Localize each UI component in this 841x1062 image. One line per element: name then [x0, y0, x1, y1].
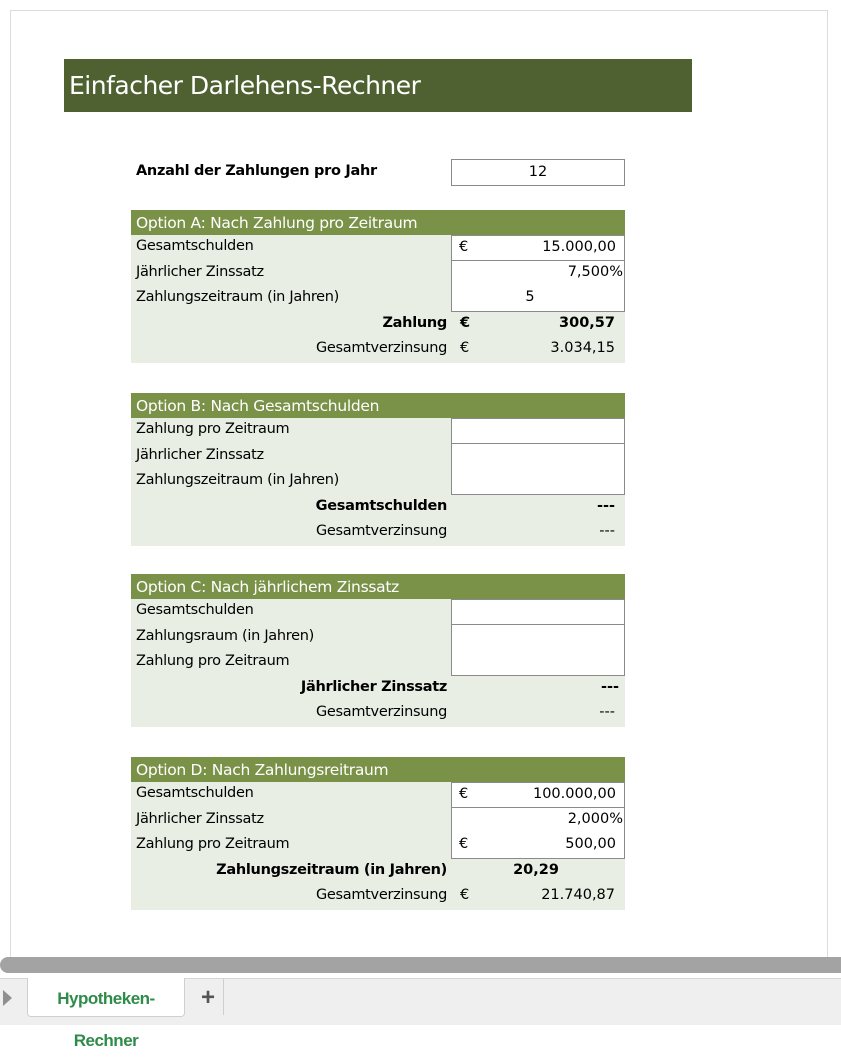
option-d-row-interest-rate	[131, 808, 625, 834]
result-label: Zahlungszeitraum (in Jahren)	[216, 861, 447, 878]
total-interest-result: 21.740,87	[541, 887, 615, 903]
option-c-row-term	[131, 625, 625, 651]
option-c-row-interest-rate	[131, 676, 625, 702]
row-label: Jährlicher Zinssatz	[136, 446, 264, 463]
option-b-row-total-interest	[131, 520, 625, 546]
row-label: Zahlungszeitraum (in Jahren)	[136, 472, 340, 488]
term-input[interactable]	[451, 469, 625, 495]
row-label: Zahlungszeitraum (in Jahren)	[136, 289, 340, 305]
option-c-header: Option C: Nach jährlichem Zinssatz	[131, 574, 625, 599]
total-interest-result: 3.034,15	[550, 340, 615, 356]
row-label: Gesamtschulden	[136, 238, 254, 254]
total-interest-result: ---	[599, 704, 615, 720]
term-input[interactable]	[451, 625, 625, 651]
option-c-row-payment	[131, 650, 625, 676]
input-value: 100.000,00	[532, 786, 616, 802]
option-b-row-term	[131, 469, 625, 495]
total-interest-result: ---	[599, 523, 615, 539]
total-debt-input[interactable]	[451, 235, 625, 261]
tab-divider	[223, 979, 224, 1015]
option-a-row-payment	[131, 312, 625, 338]
play-arrow-icon[interactable]	[3, 990, 12, 1006]
input-value: 5	[525, 289, 535, 305]
option-d-row-total-interest	[131, 884, 625, 910]
payment-per-period-input[interactable]	[451, 833, 625, 859]
interest-rate-input[interactable]	[451, 261, 625, 287]
currency-symbol: €	[459, 786, 469, 802]
option-d-row-term	[131, 859, 625, 885]
page-title: Einfacher Darlehens-Rechner	[64, 59, 692, 112]
row-label: Zahlungsraum (in Jahren)	[136, 627, 314, 644]
total-debt-input[interactable]	[451, 782, 625, 808]
option-b-header: Option B: Nach Gesamtschulden	[131, 393, 625, 418]
option-a-row-total-interest	[131, 337, 625, 363]
row-label: Jährlicher Zinssatz	[136, 263, 264, 280]
option-b-row-total-debt	[131, 495, 625, 521]
payment-per-period-input[interactable]	[451, 650, 625, 676]
interest-label: Gesamtverzinsung	[315, 704, 447, 720]
interest-rate-input[interactable]	[451, 808, 625, 834]
currency-symbol: €	[460, 340, 470, 356]
total-debt-result: ---	[596, 497, 615, 514]
row-label: Zahlung pro Zeitraum	[136, 836, 290, 852]
option-a-row-total-debt	[131, 235, 625, 261]
interest-rate-result: ---	[600, 678, 619, 695]
currency-symbol: €	[460, 887, 470, 903]
input-value: 15.000,00	[542, 239, 616, 255]
interest-label: Gesamtverzinsung	[315, 340, 447, 356]
payment-per-period-input[interactable]	[451, 418, 625, 444]
input-value: 7,500%	[567, 263, 623, 280]
sheet-tab-bar	[0, 978, 841, 1050]
option-a-row-interest-rate	[131, 261, 625, 287]
term-input[interactable]	[451, 286, 625, 312]
interest-label: Gesamtverzinsung	[315, 523, 447, 539]
row-label: Gesamtschulden	[136, 785, 254, 801]
option-b-section	[131, 393, 625, 546]
interest-rate-input[interactable]	[451, 444, 625, 470]
payments-per-year-input[interactable]: 12	[451, 159, 625, 186]
option-d-row-total-debt	[131, 782, 625, 808]
row-label: Zahlung pro Zeitraum	[136, 653, 290, 669]
row-label: Gesamtschulden	[136, 602, 254, 618]
interest-label: Gesamtverzinsung	[315, 887, 447, 903]
result-label: Zahlung	[382, 314, 447, 331]
currency-symbol: €	[459, 836, 469, 852]
option-a-row-term	[131, 286, 625, 312]
total-debt-input[interactable]	[451, 599, 625, 625]
option-d-row-payment	[131, 833, 625, 859]
option-d-header: Option D: Nach Zahlungsreitraum	[131, 757, 625, 782]
currency-symbol: €	[459, 239, 469, 255]
result-label: Gesamtschulden	[315, 497, 447, 514]
input-value: 500,00	[565, 836, 616, 852]
payments-per-year-label: Anzahl der Zahlungen pro Jahr	[136, 163, 377, 179]
option-b-row-interest-rate	[131, 444, 625, 470]
option-d-section	[131, 757, 625, 910]
input-value: 2,000%	[567, 810, 623, 827]
add-sheet-plus-icon[interactable]: +	[200, 984, 215, 1011]
option-b-row-payment	[131, 418, 625, 444]
horizontal-scrollbar[interactable]	[0, 957, 841, 973]
term-result: 20,29	[513, 861, 559, 878]
option-c-section	[131, 574, 625, 727]
option-a-header: Option A: Nach Zahlung pro Zeitraum	[131, 210, 625, 235]
result-label: Jährlicher Zinssatz	[300, 678, 447, 695]
option-a-section	[131, 210, 625, 363]
option-c-row-total-debt	[131, 599, 625, 625]
currency-symbol: €	[460, 314, 471, 331]
sheet-tab-hypotheken-rechner[interactable]: Hypotheken-Rechner	[27, 978, 185, 1017]
option-c-row-total-interest	[131, 701, 625, 727]
payment-result: 300,57	[559, 314, 615, 331]
row-label: Zahlung pro Zeitraum	[136, 421, 290, 437]
row-label: Jährlicher Zinssatz	[136, 810, 264, 827]
